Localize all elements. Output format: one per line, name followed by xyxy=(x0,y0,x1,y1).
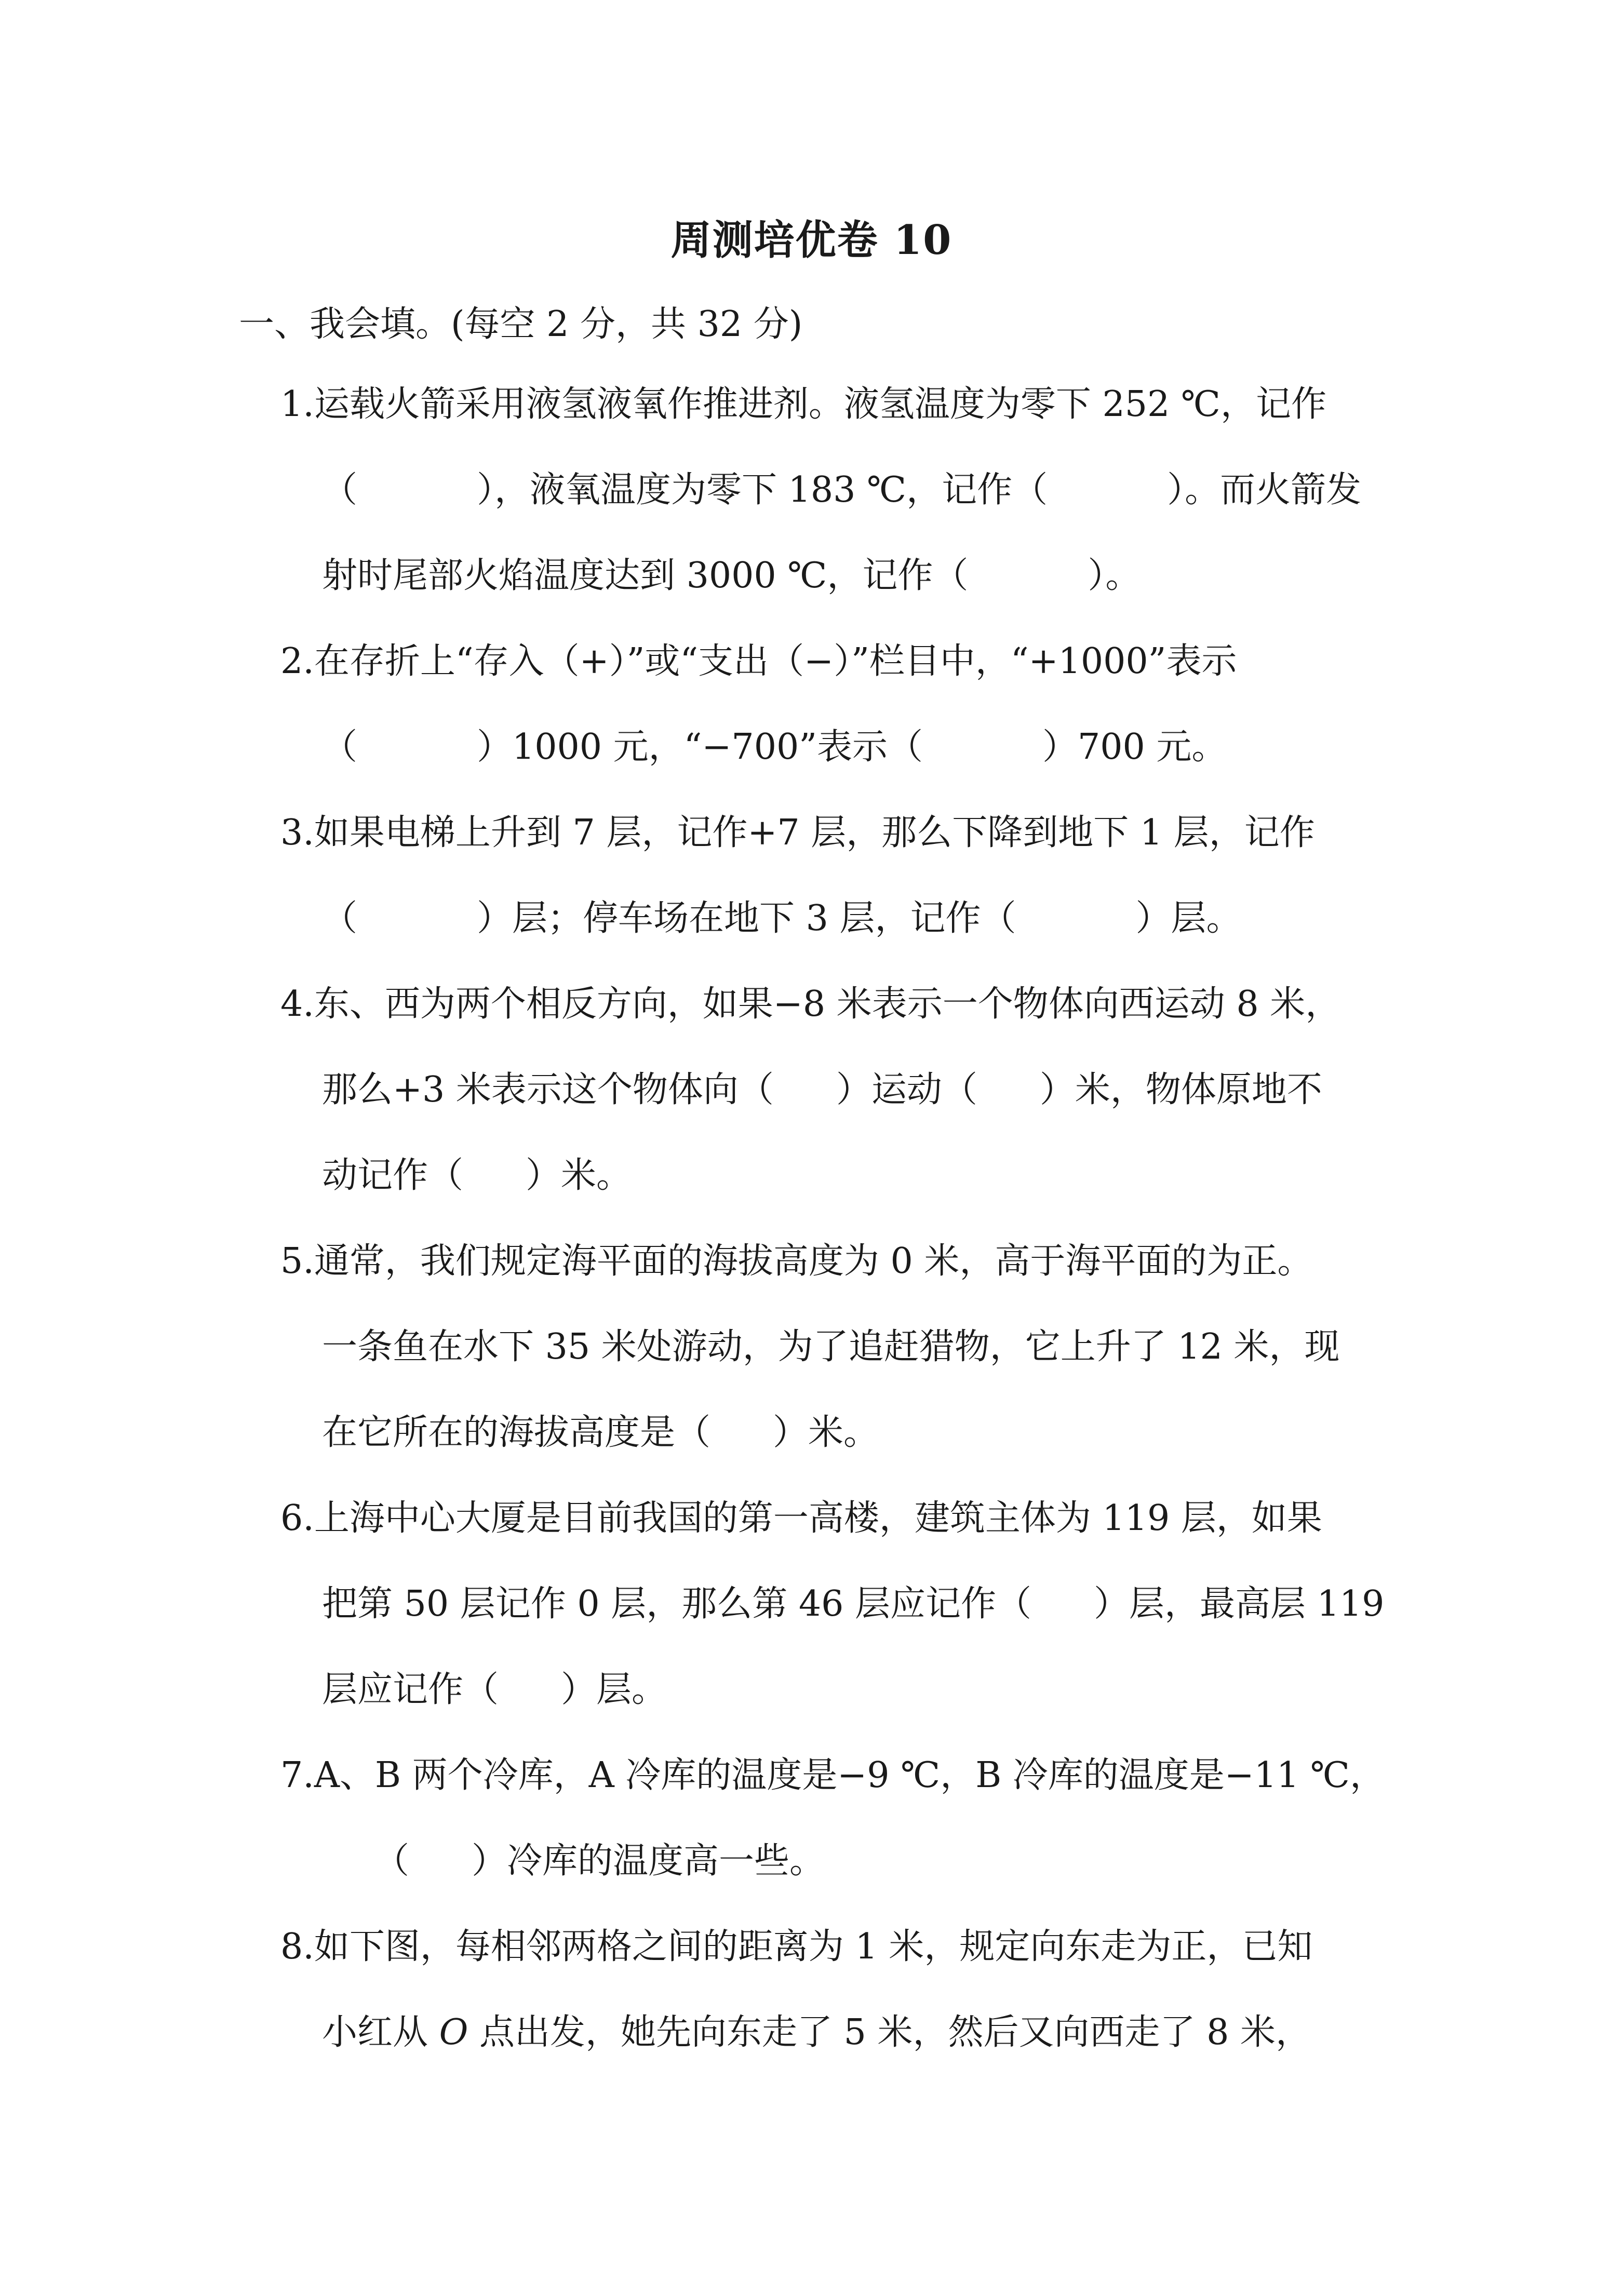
q6-line3-b: ）层。 xyxy=(561,1669,667,1710)
q7-line2 xyxy=(374,1841,825,1882)
q6-line3-a: 层应记作（ xyxy=(322,1669,499,1710)
q3-line2-a: （ xyxy=(322,898,358,939)
q6-line1: 6.上海中心大厦是目前我国的第一高楼，建筑主体为 119 层，如果 xyxy=(280,1498,1322,1539)
q4-line2-b: ）运动（ xyxy=(836,1069,977,1110)
q2-line2 xyxy=(322,727,1227,768)
q5-line3-a: 在它所在的海拔高度是（ xyxy=(322,1412,711,1453)
q3-line2-c: ）层。 xyxy=(1135,898,1242,939)
q1-line2-c: ）。而火箭发 xyxy=(1167,469,1362,511)
q2-line2-c: ）700 元。 xyxy=(1042,727,1227,768)
q8-line1: 8.如下图，每相邻两格之间的距离为 1 米，规定向东走为正，已知 xyxy=(280,1926,1313,1967)
q7-line2-b: ）冷库的温度高一些。 xyxy=(472,1841,825,1882)
q3-line1: 3.如果电梯上升到 7 层，记作+7 层，那么下降到地下 1 层，记作 xyxy=(280,812,1315,853)
q8-line2-a: 小红从 xyxy=(322,2012,439,2053)
q5-line1: 5.通常，我们规定海平面的海拔高度为 0 米，高于海平面的为正。 xyxy=(280,1241,1313,1282)
q7-line1: 7.A、B 两个冷库，A 冷库的温度是−9 ℃，B 冷库的温度是−11 ℃， xyxy=(280,1755,1385,1796)
q6-line2-a: 把第 50 层记作 0 层，那么第 46 层应记作（ xyxy=(322,1583,1032,1624)
q7-line2-a: （ xyxy=(374,1841,410,1882)
q1-line1: 1.运载火箭采用液氢液氧作推进剂。液氢温度为零下 252 ℃，记作 xyxy=(280,384,1326,425)
point-o-label: O xyxy=(439,2012,468,2053)
q1-line2-a: （ xyxy=(322,469,358,511)
page-title: 周测培优卷 10 xyxy=(670,217,953,264)
q6-line3 xyxy=(322,1669,667,1710)
q2-line1: 2.在存折上“存入（+）”或“支出（−）”栏目中，“+1000”表示 xyxy=(280,641,1237,682)
q3-line2-b: ）层；停车场在地下 3 层，记作（ xyxy=(477,898,1016,939)
q6-line2-b: ）层，最高层 119 xyxy=(1094,1583,1385,1624)
q1-line3 xyxy=(322,555,1141,596)
q1-line2-b: ），液氧温度为零下 183 ℃，记作（ xyxy=(477,469,1048,511)
q8-line2-b: 点出发，她先向东走了 5 米，然后又向西走了 8 米， xyxy=(468,2012,1311,2053)
q5-line3-b: ）米。 xyxy=(773,1412,879,1453)
q2-line2-a: （ xyxy=(322,727,358,768)
q4-line3-a: 动记作（ xyxy=(322,1155,464,1196)
section-heading: 一、我会填。(每空 2 分，共 32 分) xyxy=(239,304,803,345)
q4-line3 xyxy=(322,1155,632,1196)
q1-line3-a: 射时尾部火焰温度达到 3000 ℃，记作（ xyxy=(322,555,969,596)
q4-line2 xyxy=(322,1069,1322,1110)
q4-line1: 4.东、西为两个相反方向，如果−8 米表示一个物体向西运动 8 米， xyxy=(280,984,1341,1025)
q4-line3-b: ）米。 xyxy=(526,1155,632,1196)
q3-line2 xyxy=(322,898,1242,939)
q6-line2 xyxy=(322,1583,1385,1624)
q8-line2 xyxy=(322,2012,1311,2053)
q2-line2-b: ）1000 元，“−700”表示（ xyxy=(477,727,923,768)
q4-line2-c: ）米，物体原地不 xyxy=(1039,1069,1322,1110)
q1-line2 xyxy=(322,469,1362,511)
q5-line2: 一条鱼在水下 35 米处游动，为了追赶猎物，它上升了 12 米，现 xyxy=(322,1326,1340,1367)
q4-line2-a: 那么+3 米表示这个物体向（ xyxy=(322,1069,774,1110)
q1-line3-b: ）。 xyxy=(1088,555,1141,596)
q5-line3 xyxy=(322,1412,879,1453)
